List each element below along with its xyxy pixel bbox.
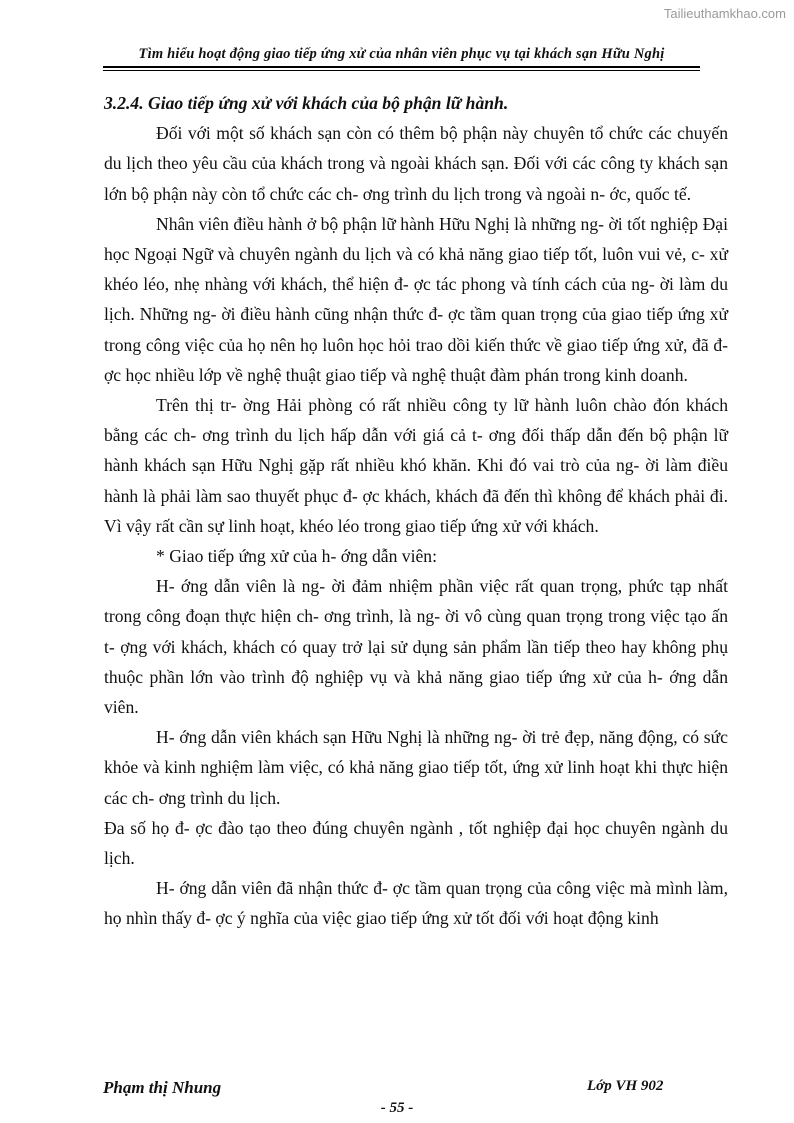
header-rule-thick xyxy=(103,66,700,68)
guide-subheading: * Giao tiếp ứng xử của h- ớng dẫn viên: xyxy=(156,546,437,567)
running-header: Tìm hiểu hoạt động giao tiếp ứng xử của nhân viên phục vụ tại khách sạn Hữu Nghị xyxy=(138,46,665,62)
header-rule-thin xyxy=(103,70,700,71)
paragraph-2: Nhân viên điều hành ở bộ phận lữ hành Hữu Nghị là những ng- ời tốt nghiệp Đại học Ngoại Ngữ và chuyên ngành du lịch và có khả năng giao tiếp tốt, luôn vui vẻ, c- xử khéo léo, nhẹ nhàng với khách, thể hiện đ- ợc tác phong và tính cách của ng- ời làm du lịch. Những ng- ời điều hành cũng nhận thức đ- ợc tầm quan trọng của giao tiếp ứng xử trong công việc của họ nên họ luôn học hỏi trao dồi kiến thức về giao tiếp ứng xử, đã đ- ợc học nhiều lớp về nghệ thuật giao tiếp và nghệ thuật đàm phán trong kinh doanh. xyxy=(104,213,728,385)
paragraph-4: H- ớng dẫn viên là ng- ời đảm nhiệm phần việc rất quan trọng, phức tạp nhất trong công đoạn thực hiện ch- ơng trình, là ng- ời vô cùng quan trọng trong việc tạo ấn t- ợng với khách, khách có quay trở lại sử dụng sản phẩm lần tiếp theo hay không phụ thuộc phần lớn vào trình độ nghiệp vụ và khả năng giao tiếp ứng xử của h- ớng dẫn viên. xyxy=(104,576,728,718)
paragraph-7: H- ớng dẫn viên đã nhận thức đ- ợc tầm quan trọng của công việc mà mình làm, họ nhìn thấy đ- ợc ý nghĩa của việc giao tiếp ứng xử tốt đối với hoạt động kinh xyxy=(104,878,728,929)
footer-author: Phạm thị Nhung xyxy=(103,1078,222,1097)
footer-class: Lớp VH 902 xyxy=(587,1078,664,1094)
page-body xyxy=(104,88,728,934)
watermark: Tailieuthamkhao.com xyxy=(663,6,786,21)
paragraph-6: Đa số họ đ- ợc đào tạo theo đúng chuyên ngành , tốt nghiệp đại học chuyên ngành du lịch. xyxy=(104,817,728,869)
paragraph-3: Trên thị tr- ờng Hải phòng có rất nhiều công ty lữ hành luôn chào đón khách bằng các ch- ơng trình du lịch hấp dẫn với giá cả t- ơng đối thấp dẫn đến bộ phận lữ hành khách sạn Hữu Nghị gặp rất nhiều khó khăn. Khi đó vai trò của ng- ời làm điều hành là phải làm sao thuyết phục đ- ợc khách, khách đã đến thì không để khách phải đi. Vì vậy rất cần sự linh hoạt, khéo léo trong giao tiếp ứng xử với khách. xyxy=(104,395,728,536)
page-number: - 55 - xyxy=(380,1100,414,1116)
paragraph-1: Đối với một số khách sạn còn có thêm bộ phận này chuyên tổ chức các chuyến du lịch theo yêu cầu của khách trong và ngoài khách sạn. Đối với các công ty khách sạn lớn bộ phận này còn tổ chức các ch- ơng trình du lịch trong và ngoài n- ớc, quốc tế. xyxy=(104,123,728,204)
section-heading: 3.2.4. Giao tiếp ứng xử với khách của bộ phận lữ hành. xyxy=(104,93,509,113)
paragraph-5: H- ớng dẫn viên khách sạn Hữu Nghị là những ng- ời trẻ đẹp, năng động, có sức khỏe và kinh nghiệm làm việc, có khả năng giao tiếp tốt, ứng xử linh hoạt khi thực hiện các ch- ơng trình du lịch. xyxy=(104,727,728,808)
